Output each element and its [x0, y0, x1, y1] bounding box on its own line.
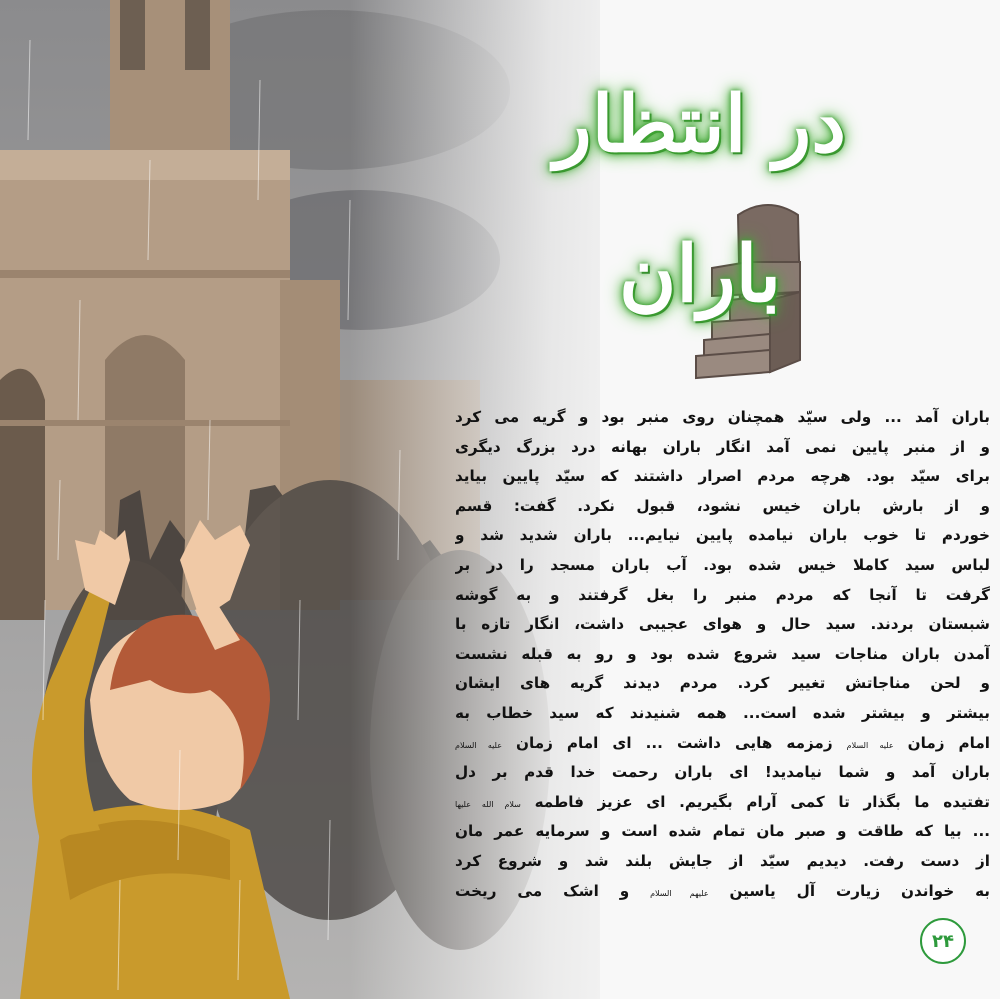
text-line: [455, 847, 990, 877]
text-segment: و از بارش باران خیس نشود، قبول نکرد. گفت: قسم: [455, 496, 990, 515]
text-segment: شبستان بردند. سید حال و هوای عجیبی داشت، انگار تازه با: [455, 615, 990, 634]
text-segment: و از منبر پایین نمی آمد انگار باران بهانه درد بزرگ دیگری: [455, 437, 990, 456]
text-line: [455, 699, 990, 729]
text-line: [455, 403, 990, 433]
text-line: [455, 521, 990, 551]
text-segment: و لحن مناجاتش تغییر کرد. مردم دیدند گریه های ایشان: [455, 674, 990, 693]
text-segment: لباس سید کاملا خیس شده بود. آب باران مسجد را در بر: [455, 555, 990, 574]
text-segment: گرفت تا آنجا که مردم منبر را بغل گرفتند و به گوشه: [455, 585, 990, 604]
page-title: در انتظار باران: [554, 79, 846, 320]
text-segment: ... بیا که طاقت و صبر مان تمام شده است و سرمایه عمر مان: [455, 822, 990, 841]
text-line: [455, 817, 990, 847]
text-segment: و اشک می ریخت: [455, 881, 651, 900]
text-line: [455, 462, 990, 492]
text-line: [455, 640, 990, 670]
text-line: [455, 433, 990, 463]
text-line: [455, 877, 990, 907]
text-segment: خوردم تا خوب باران نیامده پایین نیایم... باران شدید شد و: [455, 526, 990, 545]
text-segment: تفتیده ما بگذار تا کمی آرام بگیریم. ای عزیز فاطمه: [520, 792, 990, 811]
text-line: [455, 758, 990, 788]
text-segment: زمزمه هایی داشت ... ای امام زمان: [501, 733, 847, 752]
honorific: علیهم السلام: [650, 888, 709, 898]
story-text: [455, 403, 990, 906]
text-segment: باران آمد و شما نیامدید! ای باران رحمت خدا قدم بر دل: [455, 763, 990, 782]
text-segment: از دست رفت. دیدیم سیّد از جایش بلند شد و شروع کرد: [455, 851, 990, 870]
text-segment: برای سیّد بود. هرچه مردم اصرار داشتند که سیّد پایین بیاید: [455, 467, 990, 486]
text-line: [455, 581, 990, 611]
honorific: سلام الله علیها: [455, 799, 521, 809]
honorific: علیه السلام: [455, 740, 502, 750]
text-segment: به خواندن زیارت آل یاسین: [708, 881, 990, 900]
text-line: [455, 669, 990, 699]
text-segment: امام زمان: [893, 733, 990, 752]
page-number: ۲۴: [920, 918, 966, 964]
text-segment: آمدن باران مناجات سید شروع شده بود و رو به قبله نشست: [455, 644, 990, 663]
text-segment: بیشتر و بیشتر شده است... همه شنیدند که سید خطاب به: [455, 703, 990, 722]
text-line: [455, 492, 990, 522]
text-segment: باران آمد ... ولی سیّد همچنان روی منبر بود و گریه می کرد: [455, 408, 990, 426]
text-line: [455, 788, 990, 818]
text-line: [455, 729, 990, 759]
honorific: علیه السلام: [846, 740, 894, 750]
text-line: [455, 610, 990, 640]
text-line: [455, 551, 990, 581]
